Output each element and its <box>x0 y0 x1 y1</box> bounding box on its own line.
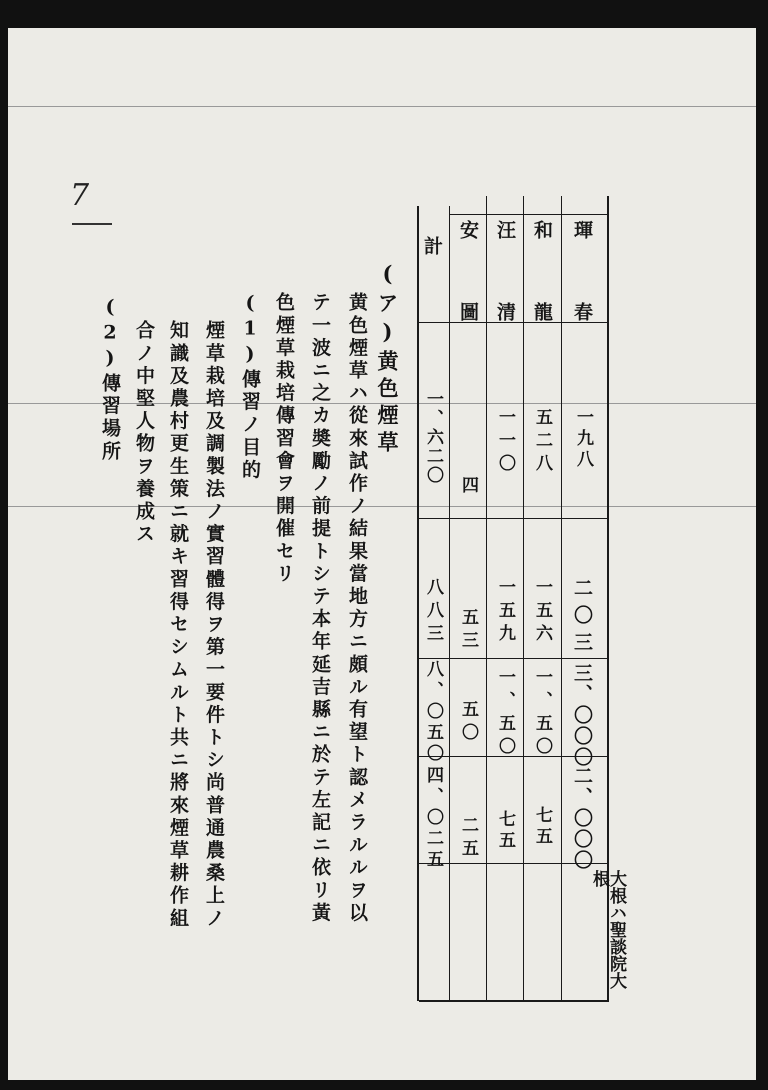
item-title: (2)傳習場所 <box>99 296 121 464</box>
table-cell: 七五 <box>532 806 552 848</box>
body-line: テ一波ニ之カ奬勵ノ前提トシテ本年延吉縣ニ於テ左記ニ依リ黃 <box>309 292 331 925</box>
table-cell: 八八三 <box>423 578 443 647</box>
table-cell: 一五九 <box>495 578 515 647</box>
body-line: 黄色煙草ハ從來試作ノ結果當地方ニ頗ル有望ト認メラルルヲ以 <box>346 292 368 925</box>
table-cell: 二、〇〇〇 <box>571 766 593 871</box>
page-number: 7 <box>70 178 90 213</box>
section-heading: (ア)黄色煙草 <box>375 261 400 458</box>
table-cell: 八、〇五〇 <box>423 660 443 765</box>
table-cell: 五三 <box>458 608 478 654</box>
table-note: 大根ハ聖談院大根 <box>589 870 626 989</box>
table-rule <box>561 196 562 1001</box>
scan-line <box>8 506 756 507</box>
body-line: 合ノ中堅人物ヲ養成ス <box>133 320 155 546</box>
table-cell: 一九八 <box>573 408 593 471</box>
table-row-name: 汪 清 <box>494 220 516 343</box>
table-bottom-border <box>419 1000 609 1002</box>
table-cell: 三、〇〇〇 <box>571 663 593 768</box>
table-row-name: 計 <box>421 236 443 255</box>
body-line: 色煙草栽培傳習會ヲ開催セリ <box>273 292 295 586</box>
table-rule <box>419 518 609 519</box>
table-rule <box>449 206 450 1001</box>
scan-line <box>8 106 756 107</box>
table-cell: 四 <box>458 476 478 493</box>
table-row-name: 和 龍 <box>531 220 553 343</box>
table-top-border <box>450 214 608 215</box>
table-rule <box>523 196 524 1001</box>
table-row-name: 安 圖 <box>457 220 479 343</box>
page-number-underline <box>72 223 112 225</box>
body-line: 煙草栽培及調製法ノ實習體得ヲ第一要件トシ尚普通農桑上ノ <box>203 320 225 931</box>
table-cell: 四、〇二五 <box>423 766 443 871</box>
table-cell: 二五 <box>458 816 478 862</box>
table-left-border <box>417 206 419 1001</box>
table-cell: 一五六 <box>532 578 552 647</box>
table-cell: 二〇三 <box>571 578 593 659</box>
table-row-name: 琿 春 <box>571 220 593 343</box>
table-cell: 一、六二〇 <box>423 390 443 485</box>
table-cell: 一一〇 <box>495 408 515 477</box>
table-cell: 五二八 <box>532 408 552 477</box>
table-cell: 一、五〇 <box>495 668 515 760</box>
table-cell: 七五 <box>495 810 515 852</box>
table-cell: 五〇 <box>458 700 478 746</box>
table-rule <box>486 196 487 1001</box>
body-line: 知識及農村更生策ニ就キ習得セシムルト共ニ將來煙草耕作組 <box>167 320 189 931</box>
item-title: (1)傳習ノ目的 <box>239 292 261 482</box>
table-cell: 一、五〇 <box>532 668 552 760</box>
document-page <box>8 28 756 1080</box>
